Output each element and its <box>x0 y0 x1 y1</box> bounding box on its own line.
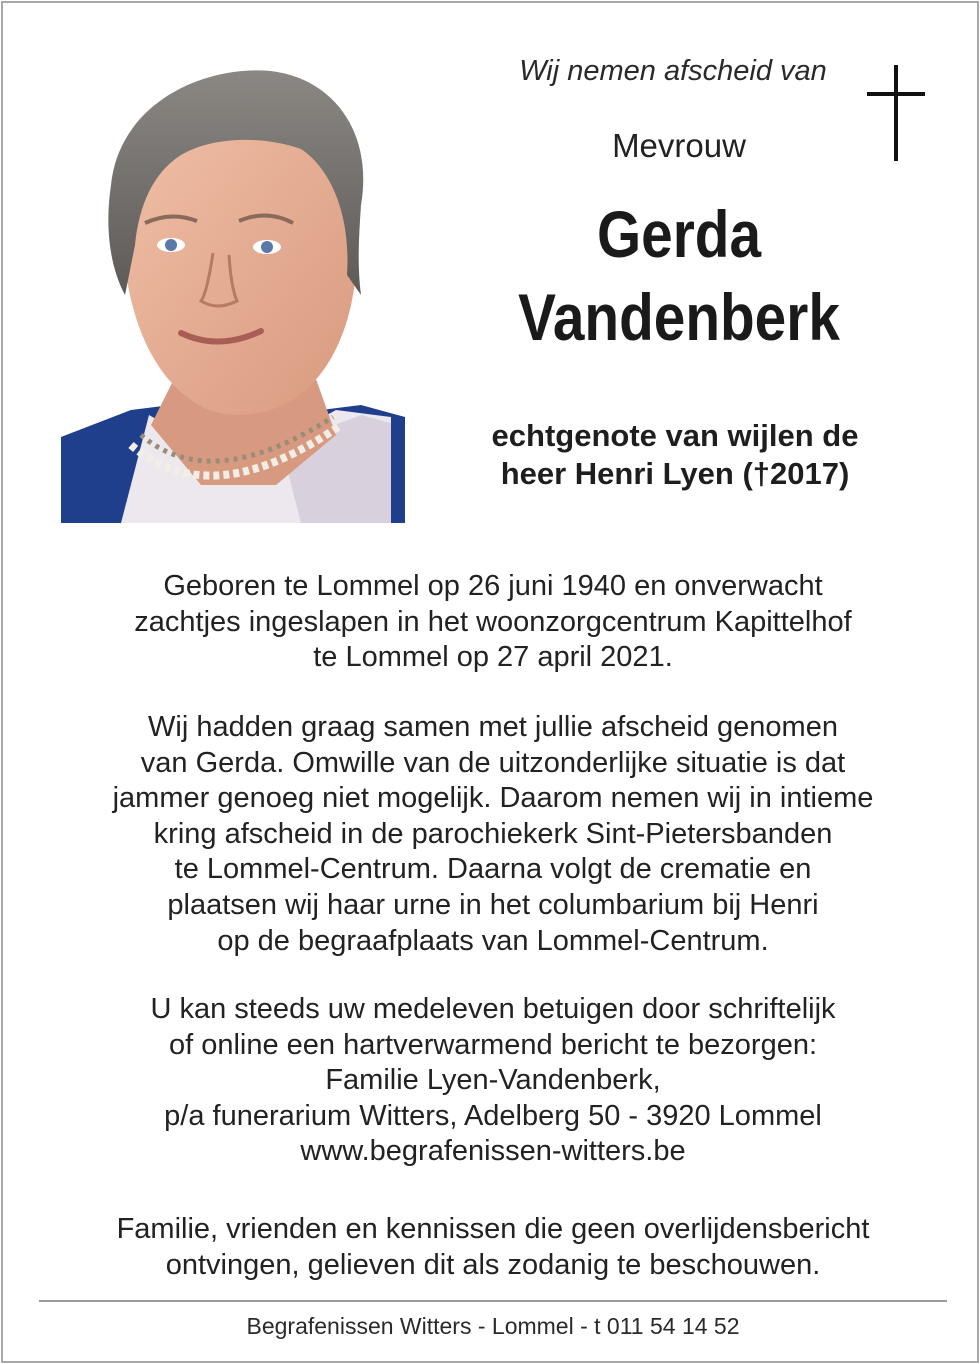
text-line: Wij hadden graag samen met jullie afscheid genomen <box>148 711 838 743</box>
text-line: ontvingen, gelieven dit als zodanig te beschouwen. <box>165 1248 821 1281</box>
last-name: Vandenberk <box>518 280 840 354</box>
text-line: jammer genoeg niet mogelijk. Daarom nemen wij in intieme <box>112 782 874 815</box>
text-line: Familie, vrienden en kennissen die geen overlijdensbericht <box>116 1213 870 1245</box>
divider <box>39 1300 947 1302</box>
text-line: van Gerda. Omwille van de uitzonderlijke situatie is dat <box>140 746 846 779</box>
family-name: Familie Lyen-Vandenberk, <box>325 1064 661 1097</box>
text-line: kring afscheid in de parochiekerk Sint-Pietersbanden <box>153 817 833 850</box>
spouse-line: heer Henri Lyen (†2017) <box>500 456 850 491</box>
funerarium-address: p/a funerarium Witters, Adelberg 50 - 3920 Lommel <box>164 1099 822 1132</box>
condolence-paragraph <box>43 992 943 1170</box>
spouse-info <box>433 417 917 493</box>
text-line: of online een hartverwarmend bericht te bezorgen: <box>168 1028 818 1061</box>
footer-text: Begrafenissen Witters - Lommel - t 011 54 14 52 <box>246 1313 740 1339</box>
closing-paragraph <box>43 1212 943 1283</box>
text-line: U kan steeds uw medeleven betuigen door schriftelijk <box>150 993 836 1025</box>
spouse-line: echtgenote van wijlen de <box>491 418 859 453</box>
farewell-paragraph <box>43 710 943 959</box>
website-link[interactable]: www.begrafenissen-witters.be <box>300 1135 686 1168</box>
text-line: zachtjes ingeslapen in het woonzorgcentrum Kapittelhof <box>134 605 852 638</box>
text-line: te Lommel op 27 april 2021. <box>313 641 673 674</box>
text-line: plaatsen wij haar urne in het columbarium bij Henri <box>167 888 819 921</box>
birth-paragraph <box>43 569 943 676</box>
first-name: Gerda <box>596 197 762 271</box>
honorific: Mevrouw <box>612 127 746 164</box>
deceased-name <box>485 193 874 359</box>
text-line: Geboren te Lommel op 26 juni 1940 en onverwacht <box>163 570 823 602</box>
intro-line: Wij nemen afscheid van <box>519 55 827 87</box>
obituary-card <box>1 1 979 1363</box>
portrait-photo <box>61 65 405 523</box>
text-line: op de begraafplaats van Lommel-Centrum. <box>217 924 769 957</box>
text-line: te Lommel-Centrum. Daarna volgt de crematie en <box>174 853 812 886</box>
